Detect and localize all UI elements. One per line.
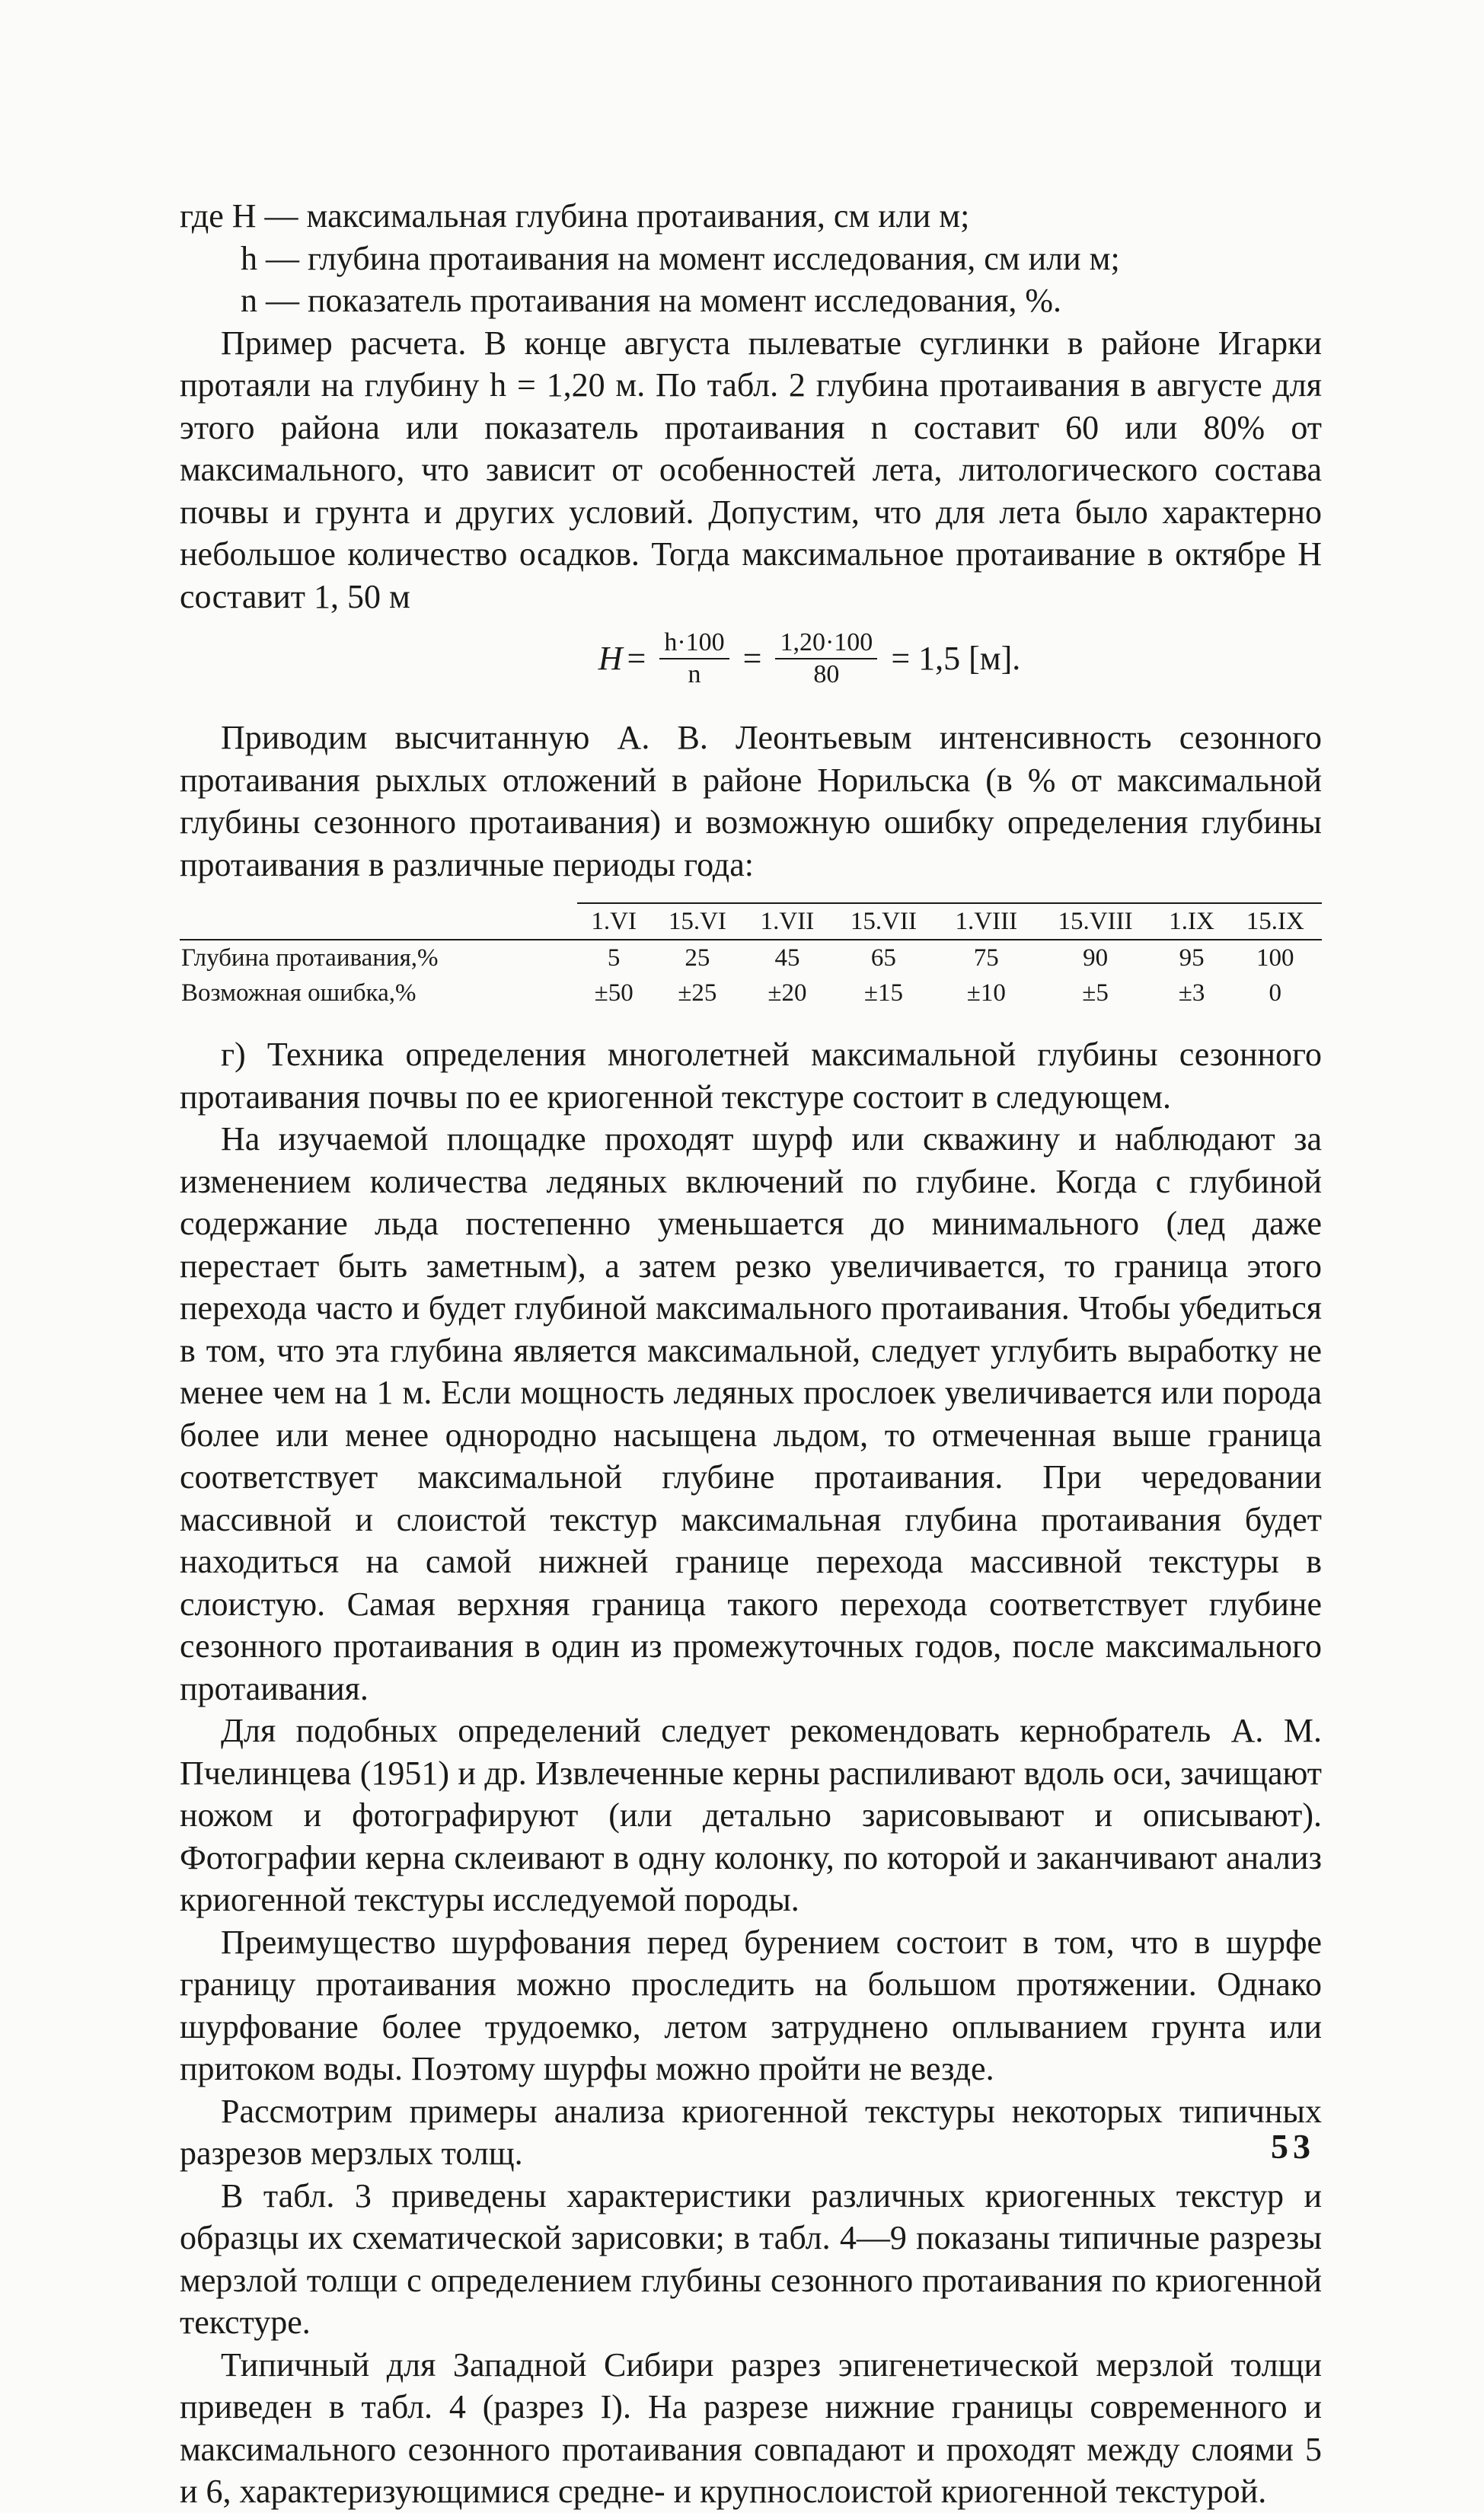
table-cell: ±20 — [768, 979, 807, 1007]
table-intro-paragraph: Приводим высчитанную А. В. Леонтьевым интенсивность сезонного протаивания рыхлых отложений в районе Норильска (в % от максимальной глубины сезонного протаивания) и возможную ошибку определения глубины протаивания в различные периоды года: — [180, 719, 1322, 883]
table-cell: ±5 — [1082, 979, 1109, 1007]
table-corner-cell — [180, 903, 577, 940]
table-cell: 65 — [870, 944, 896, 972]
examples-paragraph: Рассмотрим примеры анализа криогенной текстуры некоторых типичных разрезов мерзлых толщ. — [180, 2092, 1322, 2172]
thawing-intensity-table — [180, 902, 1322, 1011]
table-header: 15.VII — [831, 903, 937, 940]
formula-fraction-1-denominator: n — [688, 660, 701, 688]
row-label: Глубина протаивания,% — [181, 944, 439, 972]
table-cell: 25 — [685, 944, 710, 972]
core-sampler-paragraph: Для подобных определений следует рекомендовать кернобратель А. М. Пчелинцева (1951) и др. Извлеченные керны распиливают вдоль оси, зачищают ножом и фотографируют (или детально зарисовывают и описывают). Фотографии керна склеивают в одну колонку, по которой и заканчивают анализ криогенной текстуры исследуемой породы. — [180, 1712, 1322, 1918]
formula — [302, 622, 1322, 695]
tables-reference-paragraph: В табл. 3 приведены характеристики различных криогенных текстур и образцы их схематической зарисовки; в табл. 4—9 показаны типичные разрезы мерзлой толщи с определением глубины сезонного протаивания по криогенной текстуре. — [180, 2176, 1322, 2341]
formula-lhs: H — [598, 640, 623, 678]
table-cell: 45 — [774, 944, 800, 972]
table-cell: ±3 — [1178, 979, 1205, 1007]
table-header: 15.VIII — [1036, 903, 1155, 940]
formula-equals: = — [627, 640, 646, 678]
table-cell: ±15 — [863, 979, 903, 1007]
formula-result: = 1,5 [м]. — [891, 640, 1021, 678]
table-cell: 95 — [1179, 944, 1205, 972]
formula-fraction-1-numerator: h·100 — [659, 627, 729, 659]
west-siberia-paragraph: Типичный для Западной Сибири разрез эпигенетической мерзлой толщи приведен в табл. 4 (разрез I). На разрезе нижние границы современного и максимального сезонного протаивания совпадают и проходят между слоями 5 и 6, характеризующимися средне- и крупнослоистой криогенной текстурой. — [180, 2345, 1322, 2510]
table-cell: 75 — [973, 944, 999, 972]
table-header: 1.VI — [577, 903, 651, 940]
table-row — [180, 940, 1322, 976]
table-cell: 100 — [1256, 944, 1294, 972]
page-number: 53 — [1271, 2127, 1315, 2166]
table-cell: 0 — [1269, 979, 1282, 1007]
formula-fraction-2-denominator: 80 — [813, 660, 840, 688]
formula-equals-2: = — [742, 640, 762, 678]
table-row — [180, 976, 1322, 1011]
row-label: Возможная ошибка,% — [181, 979, 416, 1007]
table-header: 1.VIII — [937, 903, 1036, 940]
table-cell: 90 — [1083, 944, 1109, 972]
table-header: 15.IX — [1229, 903, 1322, 940]
definition-n: n — показатель протаивания на момент исследования, %. — [241, 282, 1062, 319]
table-cell: ±25 — [678, 979, 717, 1007]
table-header-row — [180, 903, 1322, 940]
pit-advantage-paragraph: Преимущество шурфования перед бурением состоит в том, что в шурфе границу протаивания можно проследить на большом протяжении. Однако шурфование более трудоемко, летом затруднено оплыванием грунта или притоком воды. Поэтому шурфы можно пройти не везде. — [180, 1923, 1322, 2087]
table-header: 1.IX — [1155, 903, 1229, 940]
table-header: 15.VI — [651, 903, 744, 940]
definition-h-max: где H — максимальная глубина протаивания, см или м; — [180, 197, 970, 235]
table-cell: ±10 — [966, 979, 1006, 1007]
calculation-example-paragraph: Пример расчета. В конце августа пылеватые суглинки в районе Игарки протаяли на глубину h = 1,20 м. По табл. 2 глубина протаивания в августе для этого района или показатель протаивания n составит 60 или 80% от максимального, что зависит от особенностей лета, литологического состава почвы и грунта и других условий. Допустим, что для лета было характерно небольшое количество осадков. Тогда максимальное протаивание в октябре H составит 1, 50 м — [180, 324, 1322, 615]
method-paragraph: На изучаемой площадке проходят шурф или скважину и наблюдают за изменением количества ледяных включений по глубине. Когда с глубиной содержание льда постепенно уменьшается до минимального (лед даже перестает быть заметным), а затем резко увеличивается, то граница этого перехода часто и будет глубиной максимального протаивания. Чтобы убедиться в том, что эта глубина является максимальной, следует углубить выработку не менее чем на 1 м. Если мощность ледяных прослоек увеличивается или порода более или менее однородно насыщена льдом, то отмеченная выше граница соответствует максимальной глубине протаивания. При чередовании массивной и слоистой текстур максимальная глубина протаивания будет находиться на самой нижней границе перехода массивной текстуры в слоистую. Самая верхняя граница такого перехода соответствует глубине сезонного протаивания в один из промежуточных годов, после максимального протаивания. — [180, 1120, 1322, 1707]
definition-h-current: h — глубина протаивания на момент исследования, см или м; — [241, 239, 1120, 277]
formula-fraction-2-numerator: 1,20·100 — [775, 627, 877, 659]
table-cell: ±50 — [594, 979, 633, 1007]
table-cell: 5 — [607, 944, 621, 972]
page-body — [180, 195, 1322, 2513]
technique-paragraph: г) Техника определения многолетней максимальной глубины сезонного протаивания почвы по ее криогенной текстуре состоит в следующем. — [180, 1036, 1322, 1116]
table-header: 1.VII — [744, 903, 831, 940]
formula-fraction-2 — [775, 627, 877, 690]
formula-fraction-1 — [659, 627, 729, 690]
